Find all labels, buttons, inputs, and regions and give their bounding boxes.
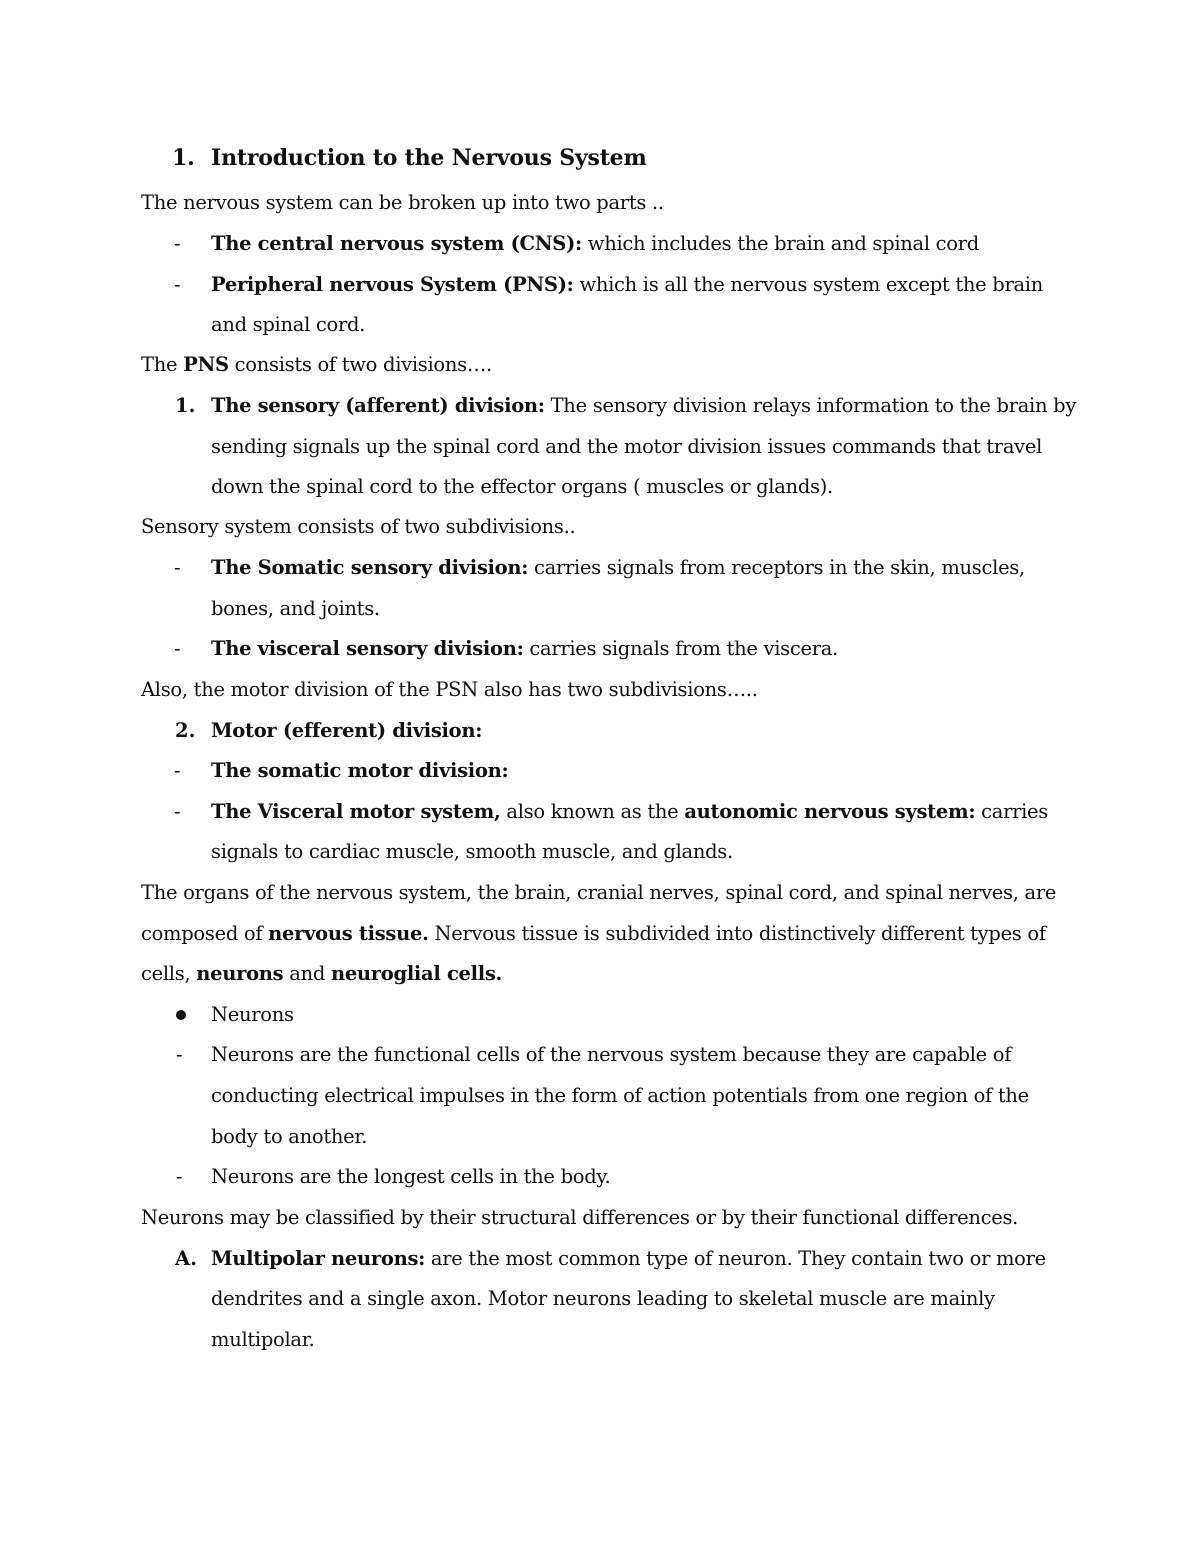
text-run: consists of two divisions…. xyxy=(228,353,492,376)
multipolar-label: Multipolar neurons: xyxy=(211,1247,426,1270)
pns-cont: and spinal cord. xyxy=(211,313,366,336)
sensory-line2: sending signals up the spinal cord and the motor division issues commands that travel xyxy=(211,435,1043,458)
multipolar-line3: multipolar. xyxy=(211,1328,315,1351)
intro-paragraph: The nervous system can be broken up into two parts .. xyxy=(141,191,664,214)
text-run: carries xyxy=(975,800,1048,823)
dash-marker: - xyxy=(174,759,181,782)
dash-marker: - xyxy=(174,800,181,823)
text-run: composed of xyxy=(141,922,269,945)
organs-line3 xyxy=(141,954,502,994)
sensory-text: The sensory division relays information to the brain by xyxy=(544,394,1077,417)
bullet-icon xyxy=(176,1010,186,1020)
dash-marker: - xyxy=(176,1043,183,1066)
text-run: Nervous tissue is subdivided into distinctively different types of xyxy=(428,922,1046,945)
pns-item xyxy=(211,265,1043,305)
pns-bold: PNS xyxy=(183,353,229,376)
visceral-motor-label: The Visceral motor system, xyxy=(211,800,501,823)
somatic-sensory-cont: bones, and joints. xyxy=(211,597,380,620)
dash-marker: - xyxy=(174,232,181,255)
classified-paragraph: Neurons may be classified by their structural differences or by their functional differences. xyxy=(141,1206,1019,1229)
multipolar-item xyxy=(211,1239,1046,1279)
motor-subdivisions-paragraph: Also, the motor division of the PSN also has two subdivisions….. xyxy=(141,678,758,701)
somatic-motor-label: The somatic motor division: xyxy=(211,759,509,782)
cns-item xyxy=(211,224,979,264)
dash-marker: - xyxy=(176,1165,183,1188)
multipolar-line2: dendrites and a single axon. Motor neurons leading to skeletal muscle are mainly xyxy=(211,1287,995,1310)
sensory-line3: down the spinal cord to the effector organs ( muscles or glands). xyxy=(211,475,833,498)
neurons-func-line2: conducting electrical impulses in the form of action potentials from one region of the xyxy=(211,1084,1029,1107)
neurons-func-line1: Neurons are the functional cells of the nervous system because they are capable of xyxy=(211,1043,1012,1066)
neurons-bullet: Neurons xyxy=(211,1003,294,1026)
visceral-sensory-text: carries signals from the viscera. xyxy=(523,637,838,660)
list-letter: A. xyxy=(175,1247,197,1270)
list-number: 1. xyxy=(175,394,196,417)
pns-divisions-paragraph xyxy=(141,345,492,385)
text-run: and xyxy=(283,962,331,985)
page-title: Introduction to the Nervous System xyxy=(211,145,647,171)
list-number: 2. xyxy=(175,719,196,742)
motor-label: Motor (efferent) division: xyxy=(211,719,483,742)
sensory-label: The sensory (afferent) division: xyxy=(211,394,545,417)
somatic-sensory-label: The Somatic sensory division: xyxy=(211,556,529,579)
visceral-sensory-item xyxy=(211,629,838,669)
text-run: cells, xyxy=(141,962,197,985)
visceral-motor-cont: signals to cardiac muscle, smooth muscle, and glands. xyxy=(211,840,733,863)
text-run: The xyxy=(141,353,184,376)
heading-number: 1. xyxy=(172,145,195,171)
cns-label: The central nervous system (CNS): xyxy=(211,232,582,255)
dash-marker: - xyxy=(174,556,181,579)
visceral-sensory-label: The visceral sensory division: xyxy=(211,637,524,660)
multipolar-text: are the most common type of neuron. They contain two or more xyxy=(425,1247,1046,1270)
cns-text: which includes the brain and spinal cord xyxy=(581,232,979,255)
pns-label: Peripheral nervous System (PNS): xyxy=(211,273,574,296)
dash-marker: - xyxy=(174,637,181,660)
somatic-sensory-text: carries signals from receptors in the skin, muscles, xyxy=(528,556,1025,579)
organs-line1: The organs of the nervous system, the brain, cranial nerves, spinal cord, and spinal nerves, are xyxy=(141,881,1057,904)
sensory-system-paragraph: Sensory system consists of two subdivisions.. xyxy=(141,515,576,538)
autonomic-label: autonomic nervous system: xyxy=(684,800,976,823)
somatic-sensory-item xyxy=(211,548,1025,588)
neurons-func-line3: body to another. xyxy=(211,1125,368,1148)
dash-marker: - xyxy=(174,273,181,296)
neuroglial-bold: neuroglial cells. xyxy=(330,962,503,985)
pns-text: which is all the nervous system except the brain xyxy=(573,273,1043,296)
sensory-item xyxy=(211,386,1076,426)
organs-line2 xyxy=(141,914,1046,954)
nervous-tissue-bold: nervous tissue. xyxy=(268,922,429,945)
neurons-longest: Neurons are the longest cells in the body. xyxy=(211,1165,611,1188)
text-run: also known as the xyxy=(500,800,685,823)
visceral-motor-item xyxy=(211,792,1048,832)
neurons-bold: neurons xyxy=(196,962,284,985)
